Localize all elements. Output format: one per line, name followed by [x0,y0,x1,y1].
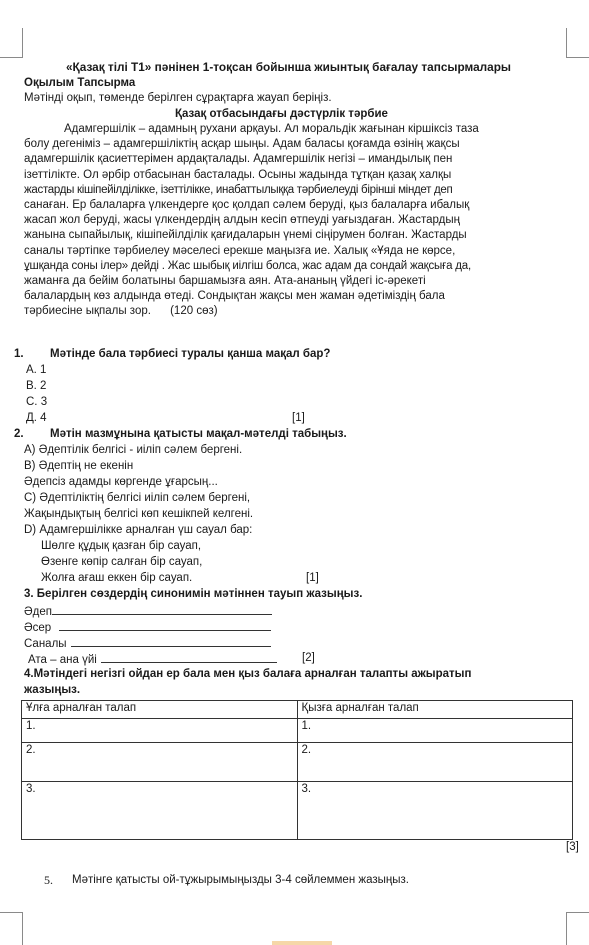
q1-option-a[interactable]: А. 1 [26,364,47,376]
crop-mark-top-right-v [566,28,567,58]
q4-question-cont: жазыңыз. [24,684,81,696]
q1-option-d[interactable]: Д. 4 [26,412,47,424]
text-line: Адамгершілік – адамның рухани арқауы. Ал моральдік жағынан кіршіксіз таза [64,123,479,135]
text-line: ұшқанда соны ілер» дейді . Жас шыбық иілгіш болса, жас адам да сондай жақсыға да, [24,259,471,272]
table-cell[interactable]: 3. [22,781,298,839]
table-header-boys: Ұлға арналған талап [22,701,298,719]
q1-option-b[interactable]: В. 2 [26,380,47,392]
text-line: тәрбиесіне ықпалы зор. (120 сөз) [24,305,218,318]
text-line: ізеттілікте. Ол әрбір отбасынан басталады. Осыны жадында тұтқан қазақ халқы [24,168,452,181]
q2-option-a[interactable]: А) Әдептілік белгісі - иіліп сәлем бергені. [24,444,243,456]
q1-option-c[interactable]: С. 3 [26,396,48,408]
text-line: болу дегеніміз – адамгершіліктің асқар шыңы. Адам баласы қоғамда өзінің жақсы [24,138,460,151]
q3-row-1 [24,603,272,620]
q3-row-2 [24,619,271,636]
q4-question: 4.Мәтіндегі негізгі ойдан ер бала мен қыз балаға арналған талапты ажыратып [24,668,472,680]
q1-question: Мәтінде бала тәрбиесі туралы қанша мақал бар? [50,348,331,360]
q2-number: 2. [14,428,24,440]
q2-option-c[interactable]: С) Әдептіліктің белгісі иіліп сәлем бергені, [24,492,251,504]
instruction: Мәтінді оқып, төменде берілген сұрақтарға жауап беріңіз. [24,92,332,104]
section-label: Оқылым Тапсырма [24,77,136,89]
q4-mark: [3] [566,841,579,853]
q3-answer-line[interactable] [59,619,271,631]
q3-answer-line[interactable] [71,635,271,647]
crop-mark-bottom-right-v [566,912,567,945]
q3-word: Ата – ана үйі [28,654,97,666]
table-header-girls: Қызға арналған талап [297,701,573,719]
q2-option-b-cont: Әдепсіз адамды көргенде ұғарсың... [24,476,218,488]
q5-question: Мәтінге қатысты ой-тұжырымыңызды 3-4 сөйлеммен жазыңыз. [72,874,409,886]
q3-question: 3. Берілген сөздердің синонимін мәтіннен тауып жазыңыз. [24,588,363,600]
document-title: «Қазақ тілі Т1» пәнінен 1-тоқсан бойынша жиынтық бағалау тапсырмалары [66,60,511,74]
q2-option-d-line: Шөлге құдық қазған бір сауап, [41,540,202,552]
table-cell[interactable]: 3. [297,781,573,839]
q2-mark: [1] [306,572,319,584]
text-line: жаманға да бейім болатыны баршамызға аян. Ата-ананың үйдегі іс-әрекеті [24,275,426,288]
table-cell[interactable]: 2. [22,743,298,781]
q3-row-3 [24,635,271,652]
q3-row-4 [28,651,277,668]
text-line: жастарды кішіпейілділікке, ізеттілікке, инабаттылыққа тәрбиелеуді бірінші міндет деп [24,183,453,196]
crop-mark-top-left-h [0,57,23,58]
q3-word: Әдеп [24,606,52,618]
text-line: жанына сыпайылық, кішіпейілділік қағидаларын үнемі сіңірумен болған. Жастарды [24,229,467,242]
q3-word: Әсер [24,622,52,634]
q1-number: 1. [14,348,24,360]
crop-mark-bottom-left-v [22,912,23,945]
q2-option-b[interactable]: В) Әдептің не екенін [24,460,134,472]
crop-mark-top-left-v [22,28,23,58]
q1-mark: [1] [292,412,305,424]
crop-mark-bottom-right-h [566,912,589,913]
q3-answer-line[interactable] [101,651,277,663]
crop-mark-bottom-left-h [0,912,23,913]
reading-text [24,122,572,320]
requirements-table [21,700,573,840]
table-cell[interactable]: 2. [297,743,573,781]
text-line: жасап жол беруді, жасы үлкендердің алдын кесіп өтпеуді уағыздаған. Жастардың [24,214,460,227]
q2-option-d[interactable]: D) Адамгершілікке арналған үш сауал бар: [24,524,253,536]
text-line: балалардың көз алдында өтеді. Сондықтан жақсы мен жаман әдетіміздің бала [24,290,445,303]
q2-option-d-line: Жолға ағаш еккен бір сауап. [41,572,193,584]
bottom-color-strip [272,941,332,945]
q2-option-c-cont: Жақындықтың белгісі көп кешікпей келгені. [24,508,254,520]
text-title: Қазақ отбасындағы дәстүрлік тәрбие [175,108,388,120]
text-line: санаған. Ер балаларға үлкендерге қос қолдап сәлем беруді, қыз балаларға ибалық [24,199,470,212]
q2-question: Мәтін мазмұнына қатысты мақал-мәтелді табыңыз. [50,428,347,440]
table-cell[interactable]: 1. [22,719,298,743]
crop-mark-top-right-h [566,57,589,58]
q3-word: Саналы [24,638,67,650]
text-line: адамгершілік қасиеттерімен ардақталады. Адамгершілік негізі – имандылық пен [24,153,453,166]
text-line: саналы тәртіпке тәрбиелеу мәселесі ерекше маңызға ие. Халық «Ұяда не көрсе, [24,244,456,257]
q3-answer-line[interactable] [52,603,272,615]
q5-number: 5. [44,873,53,887]
q2-option-d-line: Өзенге көпір салған бір сауап, [41,556,203,568]
q3-mark: [2] [302,652,315,664]
table-cell[interactable]: 1. [297,719,573,743]
